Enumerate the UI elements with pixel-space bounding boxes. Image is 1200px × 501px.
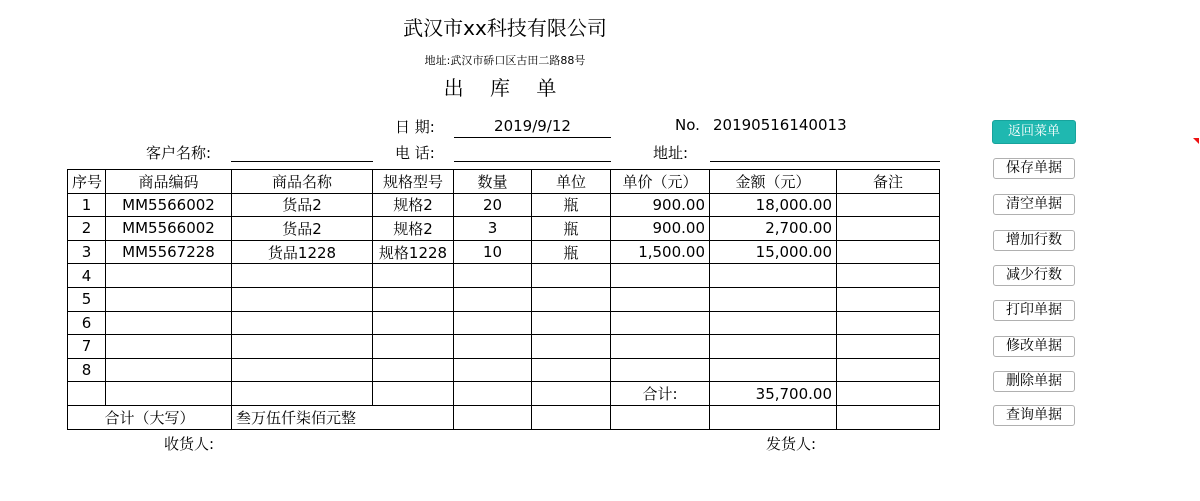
cell-spec[interactable] — [373, 335, 454, 359]
cell-price[interactable]: 900.00 — [611, 217, 710, 241]
upper-empty-cell — [611, 405, 710, 429]
customer-label: 客户名称: — [146, 144, 212, 162]
back-to-menu-button[interactable]: 返回菜单 — [992, 120, 1076, 144]
cell-amount[interactable] — [710, 358, 837, 382]
cell-price[interactable]: 1,500.00 — [611, 240, 710, 264]
header-index: 序号 — [68, 170, 106, 194]
cell-name[interactable] — [232, 264, 373, 288]
cell-amount[interactable]: 18,000.00 — [710, 193, 837, 217]
cell-index: 3 — [68, 240, 106, 264]
cell-name[interactable] — [232, 311, 373, 335]
cell-qty[interactable] — [454, 264, 532, 288]
cell-amount[interactable]: 2,700.00 — [710, 217, 837, 241]
date-label: 日 期: — [395, 118, 435, 136]
cell-index: 6 — [68, 311, 106, 335]
cell-remark[interactable] — [837, 217, 940, 241]
table-row — [68, 264, 940, 288]
upper-empty-cell — [532, 405, 611, 429]
table-row — [68, 335, 940, 359]
table-row — [68, 287, 940, 311]
total-value: 35,700.00 — [710, 382, 837, 406]
phone-label: 电 话: — [395, 144, 435, 162]
cell-remark[interactable] — [837, 311, 940, 335]
no-value: 20190516140013 — [713, 116, 847, 134]
company-name: 武汉市xx科技有限公司 — [403, 16, 607, 40]
cell-spec[interactable] — [373, 264, 454, 288]
header-spec: 规格型号 — [373, 170, 454, 194]
cell-qty[interactable] — [454, 311, 532, 335]
header-amount: 金额（元） — [710, 170, 837, 194]
cell-name[interactable]: 货品2 — [232, 193, 373, 217]
cell-qty[interactable] — [454, 358, 532, 382]
cell-qty[interactable]: 20 — [454, 193, 532, 217]
cell-remark[interactable] — [837, 264, 940, 288]
cell-index: 7 — [68, 335, 106, 359]
cell-qty[interactable]: 3 — [454, 217, 532, 241]
upper-empty-cell — [454, 405, 532, 429]
cell-name[interactable]: 货品1228 — [232, 240, 373, 264]
cell-price[interactable]: 900.00 — [611, 193, 710, 217]
cell-remark[interactable] — [837, 335, 940, 359]
total-upper-value: 叁万伍仟柒佰元整 — [232, 405, 454, 429]
cell-name[interactable] — [232, 335, 373, 359]
cell-code[interactable] — [106, 358, 232, 382]
save-button[interactable]: 保存单据 — [993, 158, 1075, 179]
address-label: 地址: — [653, 144, 689, 162]
cell-unit[interactable] — [532, 287, 611, 311]
cell-price[interactable] — [611, 335, 710, 359]
cell-code[interactable] — [106, 287, 232, 311]
cell-spec[interactable] — [373, 287, 454, 311]
cell-unit[interactable] — [532, 264, 611, 288]
shipper-label: 发货人: — [766, 435, 817, 453]
total-empty-cell — [232, 382, 373, 406]
cell-unit[interactable] — [532, 311, 611, 335]
cell-code[interactable]: MM5566002 — [106, 217, 232, 241]
header-price: 单价（元） — [611, 170, 710, 194]
cell-qty[interactable] — [454, 335, 532, 359]
cell-code[interactable]: MM5567228 — [106, 240, 232, 264]
cell-remark[interactable] — [837, 240, 940, 264]
add-row-button[interactable]: 增加行数 — [993, 230, 1075, 251]
edit-button[interactable]: 修改单据 — [993, 336, 1075, 357]
header-qty: 数量 — [454, 170, 532, 194]
print-button[interactable]: 打印单据 — [993, 300, 1075, 321]
upper-empty-cell — [837, 405, 940, 429]
cell-amount[interactable] — [710, 335, 837, 359]
cell-qty[interactable]: 10 — [454, 240, 532, 264]
remove-row-button[interactable]: 减少行数 — [993, 265, 1075, 286]
cell-price[interactable] — [611, 311, 710, 335]
cell-unit[interactable] — [532, 358, 611, 382]
clear-button[interactable]: 清空单据 — [993, 194, 1075, 215]
cell-spec[interactable] — [373, 311, 454, 335]
cell-price[interactable] — [611, 264, 710, 288]
header-remark: 备注 — [837, 170, 940, 194]
triangle-marker-icon — [1193, 138, 1199, 144]
cell-price[interactable] — [611, 287, 710, 311]
cell-amount[interactable] — [710, 264, 837, 288]
upper-empty-cell — [710, 405, 837, 429]
cell-code[interactable] — [106, 335, 232, 359]
total-empty-cell — [68, 382, 106, 406]
cell-spec[interactable]: 规格1228 — [373, 240, 454, 264]
receiver-label: 收货人: — [164, 435, 215, 453]
query-button[interactable]: 查询单据 — [993, 405, 1075, 426]
cell-unit[interactable]: 瓶 — [532, 240, 611, 264]
cell-amount[interactable]: 15,000.00 — [710, 240, 837, 264]
cell-spec[interactable]: 规格2 — [373, 217, 454, 241]
table-row — [68, 217, 940, 241]
total-empty-cell — [837, 382, 940, 406]
cell-amount[interactable] — [710, 287, 837, 311]
total-empty-cell — [532, 382, 611, 406]
cell-code[interactable] — [106, 311, 232, 335]
cell-remark[interactable] — [837, 193, 940, 217]
cell-code[interactable]: MM5566002 — [106, 193, 232, 217]
cell-unit[interactable]: 瓶 — [532, 193, 611, 217]
cell-unit[interactable]: 瓶 — [532, 217, 611, 241]
cell-index: 8 — [68, 358, 106, 382]
total-upper-label: 合计（大写） — [68, 405, 232, 429]
items-table — [67, 169, 940, 430]
cell-remark[interactable] — [837, 287, 940, 311]
cell-name[interactable]: 货品2 — [232, 217, 373, 241]
customer-field[interactable] — [231, 141, 373, 162]
cell-qty[interactable] — [454, 287, 532, 311]
no-label: No. — [675, 116, 700, 134]
date-field[interactable]: 2019/9/12 — [454, 117, 611, 138]
cell-name[interactable] — [232, 358, 373, 382]
total-upper-row — [68, 405, 940, 429]
table-row — [68, 358, 940, 382]
address-field[interactable] — [710, 141, 940, 162]
header-unit: 单位 — [532, 170, 611, 194]
cell-remark[interactable] — [837, 358, 940, 382]
cell-price[interactable] — [611, 358, 710, 382]
total-empty-cell — [106, 382, 232, 406]
cell-index: 4 — [68, 264, 106, 288]
cell-code[interactable] — [106, 264, 232, 288]
cell-spec[interactable] — [373, 358, 454, 382]
table-row — [68, 193, 940, 217]
company-address: 地址:武汉市硚口区古田二路88号 — [424, 54, 586, 67]
table-row — [68, 240, 940, 264]
table-row — [68, 311, 940, 335]
document-title: 出 库 单 — [443, 76, 567, 100]
table-header-row — [68, 170, 940, 194]
cell-name[interactable] — [232, 287, 373, 311]
total-empty-cell — [454, 382, 532, 406]
cell-amount[interactable] — [710, 311, 837, 335]
cell-index: 2 — [68, 217, 106, 241]
phone-field[interactable] — [454, 141, 611, 162]
cell-index: 5 — [68, 287, 106, 311]
header-name: 商品名称 — [232, 170, 373, 194]
total-empty-cell — [373, 382, 454, 406]
cell-index: 1 — [68, 193, 106, 217]
header-code: 商品编码 — [106, 170, 232, 194]
cell-unit[interactable] — [532, 335, 611, 359]
delete-button[interactable]: 删除单据 — [993, 371, 1075, 392]
total-label: 合计: — [611, 382, 710, 406]
cell-spec[interactable]: 规格2 — [373, 193, 454, 217]
total-row — [68, 382, 940, 406]
